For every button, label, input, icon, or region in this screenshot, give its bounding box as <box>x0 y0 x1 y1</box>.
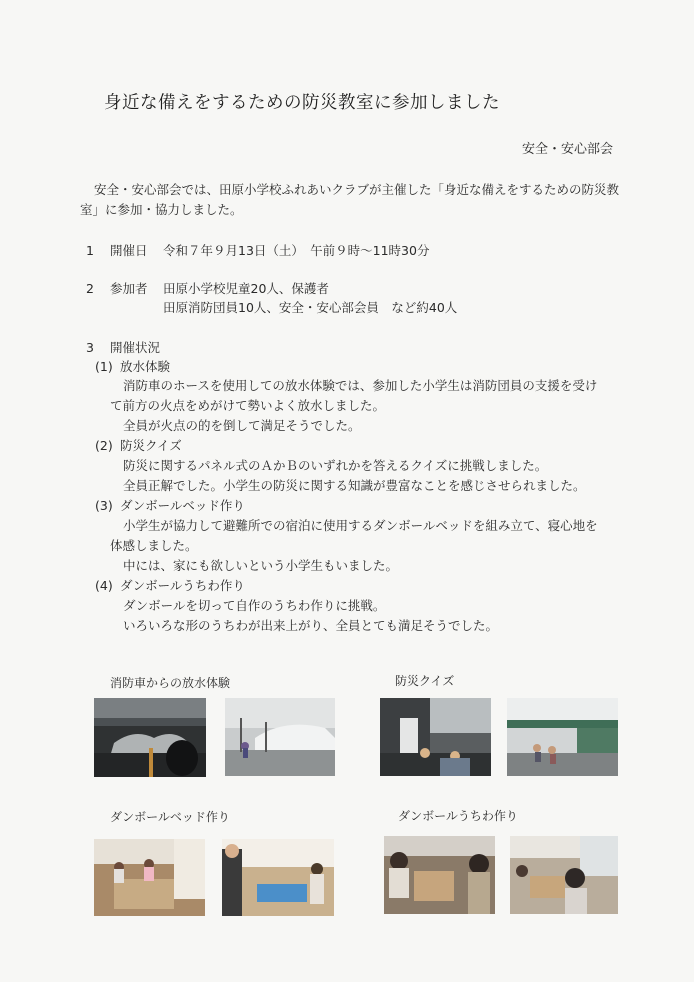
section-value-date: 令和７年９月13日（土） 午前９時～11時30分 <box>163 243 430 258</box>
item-text-line: 全員が火点の的を倒して満足そうでした。 <box>123 418 361 433</box>
item-text-line: 防災に関するパネル式のＡかＢのいずれかを答えるクイズに挑戦しました。 <box>123 458 548 473</box>
photo-caption-quiz: 防災クイズ <box>395 674 455 688</box>
intro-paragraph: 安全・安心部会では、田原小学校ふれあいクラブが主催した「身近な備えをするための防災教室」に参加・協力しました。 <box>80 182 620 217</box>
photo-caption-fan: ダンボールうちわ作り <box>398 809 518 823</box>
photo-quiz-2 <box>507 698 618 776</box>
participants-line-1: 田原小学校児童20人、保護者 <box>163 281 329 296</box>
item-text-line: て前方の火点をめがけて勢いよく放水しました。 <box>110 398 386 413</box>
item-text-line: 小学生が協力して避難所での宿泊に使用するダンボールベッドを組み立て、寝心地を <box>123 518 598 533</box>
photo-water-spray-1 <box>94 698 206 777</box>
section-number-participants: 2 <box>86 281 94 296</box>
item-title: 防災クイズ <box>120 438 182 453</box>
section-label-participants: 参加者 <box>110 281 148 296</box>
section-label-date: 開催日 <box>110 243 148 258</box>
section-number-status: 3 <box>86 340 94 355</box>
section-number-date: 1 <box>86 243 94 258</box>
page-title: 身近な備えをするための防災教室に参加しました <box>104 93 500 113</box>
item-text-line: 体感しました。 <box>110 538 198 553</box>
photo-caption-bed: ダンボールベッド作り <box>110 810 230 824</box>
photo-fan-making-2 <box>510 836 618 914</box>
item-text-line: 中には、家にも欲しいという小学生もいました。 <box>123 558 399 573</box>
item-number: (1) <box>95 359 113 374</box>
item-title: 放水体験 <box>120 359 171 374</box>
item-title: ダンボールうちわ作り <box>120 578 245 593</box>
photo-cardboard-bed-1 <box>94 839 205 916</box>
item-text-line: 消防車のホースを使用しての放水体験では、参加した小学生は消防団員の支援を受け <box>123 378 598 393</box>
photo-water-spray-2 <box>225 698 335 776</box>
photo-cardboard-bed-2 <box>222 839 334 916</box>
item-number: (3) <box>95 498 113 513</box>
section-label-status: 開催状況 <box>110 340 161 355</box>
photo-fan-making-1 <box>384 836 495 914</box>
participants-line-2: 田原消防団員10人、安全・安心部会員 など約40人 <box>163 300 458 315</box>
item-number: (2) <box>95 438 113 453</box>
organization-name: 安全・安心部会 <box>522 142 614 157</box>
item-text-line: ダンボールを切って自作のうちわ作りに挑戦。 <box>123 598 386 613</box>
item-text-line: 全員正解でした。小学生の防災に関する知識が豊富なことを感じさせられました。 <box>123 478 586 493</box>
photo-caption-water: 消防車からの放水体験 <box>110 676 231 690</box>
item-text-line: いろいろな形のうちわが出来上がり、全員とても満足そうでした。 <box>123 618 499 633</box>
item-title: ダンボールベッド作り <box>120 498 245 513</box>
item-number: (4) <box>95 578 113 593</box>
photo-quiz-1 <box>380 698 491 776</box>
